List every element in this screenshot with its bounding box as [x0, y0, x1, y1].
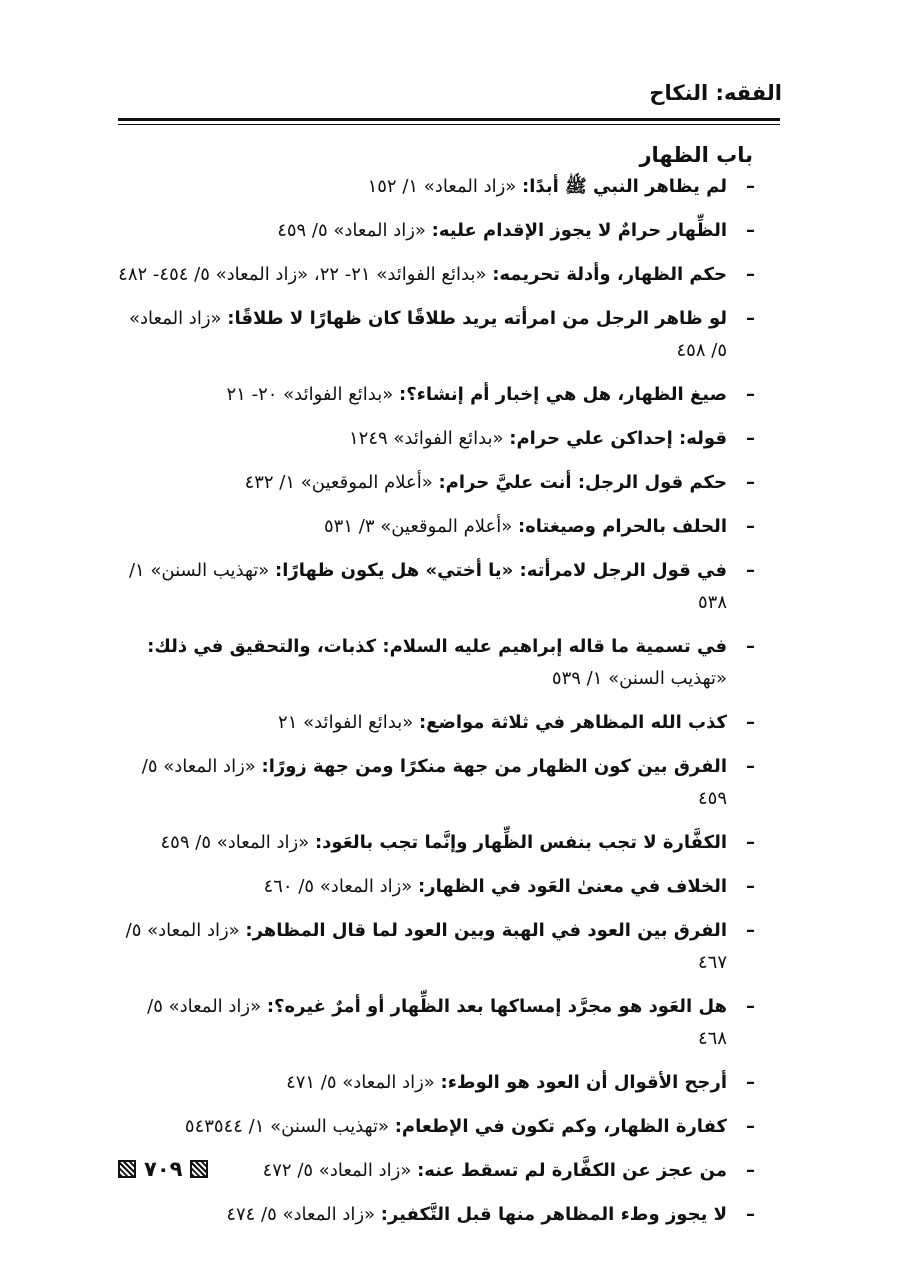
- entry-heading: حكم الظهار، وأدلة تحريمه:: [492, 264, 727, 285]
- entry-dash: –: [746, 1160, 755, 1181]
- index-entry: [116, 555, 755, 619]
- index-entry: [116, 423, 755, 455]
- entry-dash: –: [746, 384, 755, 405]
- entry-dash: –: [746, 996, 755, 1017]
- ornament-left-icon: [118, 1160, 136, 1178]
- entry-dash: –: [746, 1204, 755, 1225]
- section-title: باب الظهار: [639, 143, 753, 167]
- header-rule-thin: [118, 124, 780, 125]
- entry-reference: «أعلام الموقعين» ١/ ٤٣٢: [244, 472, 439, 493]
- entry-heading: لم يظاهر النبي ﷺ أبدًا:: [522, 176, 727, 197]
- index-entry: [116, 1067, 755, 1099]
- entry-dash: –: [746, 472, 755, 493]
- entry-reference: «زاد المعاد» ٥/ ٤٧٢: [262, 1160, 418, 1181]
- entry-reference: «زاد المعاد» ٥/ ٤٦٠: [263, 876, 419, 897]
- index-entry: [116, 1155, 755, 1187]
- entry-reference: «زاد المعاد» ٥/ ٤٦٨: [147, 996, 727, 1049]
- index-entry: [116, 1111, 755, 1143]
- entry-reference: «زاد المعاد» ٥/ ٤٧٤: [226, 1204, 381, 1225]
- entry-reference: «تهذيب السنن» ١/ ٥٣٩: [551, 668, 727, 689]
- ornament-right-icon: [190, 1160, 208, 1178]
- entry-heading: الكفَّارة لا تجب بنفس الظِّهار وإنَّما تجب بالعَود:: [314, 832, 727, 853]
- page-number: ٧٠٩: [144, 1157, 183, 1181]
- entry-dash: –: [746, 1116, 755, 1137]
- index-entry: [116, 379, 755, 411]
- index-entry: [116, 631, 755, 695]
- entry-dash: –: [746, 756, 755, 777]
- index-entry: [116, 259, 755, 291]
- entry-reference: «زاد المعاد» ٥/ ٤٥٩: [277, 220, 432, 241]
- entry-heading: كذب الله المظاهر في ثلاثة مواضع:: [418, 712, 727, 733]
- entry-reference: «زاد المعاد» ٥/ ٤٦٧: [125, 920, 727, 973]
- index-entry: [116, 871, 755, 903]
- index-entry: [116, 707, 755, 739]
- index-entry: [116, 751, 755, 815]
- entry-dash: –: [746, 636, 755, 657]
- entry-dash: –: [746, 560, 755, 581]
- entry-heading: هل العَود هو مجرَّد إمساكها بعد الظِّهار أو أمرٌ غيره؟:: [266, 996, 727, 1017]
- index-entry: [116, 171, 755, 203]
- entry-heading: الظِّهار حرامٌ لا يجوز الإقدام عليه:: [431, 220, 727, 241]
- entry-reference: «تهذيب السنن» ١/ ٥٤٣٥٤٤: [184, 1116, 395, 1137]
- entry-heading: في قول الرجل لامرأته: «يا أختي» هل يكون ظهارًا:: [275, 560, 727, 581]
- entry-dash: –: [746, 264, 755, 285]
- entry-reference: «بدائع الفوائد» ٢١: [278, 712, 419, 733]
- entry-dash: –: [746, 876, 755, 897]
- entry-dash: –: [746, 176, 755, 197]
- entry-dash: –: [746, 428, 755, 449]
- entry-reference: «زاد المعاد» ٥/ ٤٧١: [286, 1072, 441, 1093]
- header-rule-thick: [118, 118, 780, 121]
- entry-heading: الخلاف في معنىٰ العَود في الظهار:: [418, 876, 727, 897]
- index-entry: [116, 915, 755, 979]
- entry-reference: «زاد المعاد» ٥/ ٤٥٨: [129, 308, 727, 361]
- index-entry: [116, 467, 755, 499]
- entry-dash: –: [746, 1072, 755, 1093]
- entry-heading: في تسمية ما قاله إبراهيم عليه السلام: كذبات، والتحقيق في ذلك:: [147, 636, 727, 657]
- entry-heading: الحلف بالحرام وصيغتاه:: [517, 516, 727, 537]
- entry-heading: صيغ الظهار، هل هي إخبار أم إنشاء؟:: [399, 384, 727, 405]
- entry-dash: –: [746, 920, 755, 941]
- index-entry: [116, 827, 755, 859]
- entry-reference: «زاد المعاد» ١/ ١٥٢: [367, 176, 523, 197]
- index-entry: [116, 511, 755, 543]
- entry-heading: من عجز عن الكفَّارة لم تسقط عنه:: [417, 1160, 727, 1181]
- index-entry: [116, 215, 755, 247]
- entry-heading: أرجح الأقوال أن العود هو الوطء:: [440, 1072, 727, 1093]
- entry-reference: «أعلام الموقعين» ٣/ ٥٣١: [324, 516, 518, 537]
- entry-heading: حكم قول الرجل: أنت عليَّ حرام:: [438, 472, 727, 493]
- running-header: الفقه: النكاح: [649, 81, 782, 105]
- entry-reference: «بدائع الفوائد» ١٢٤٩: [349, 428, 510, 449]
- entry-heading: الفرق بين العود في الهبة وبين العود لما قال المظاهر:: [245, 920, 727, 941]
- page-footer: [118, 1156, 208, 1182]
- entry-heading: كفارة الظهار، وكم تكون في الإطعام:: [394, 1116, 727, 1137]
- entry-dash: –: [746, 220, 755, 241]
- entry-reference: «بدائع الفوائد» ٢٠- ٢١: [226, 384, 399, 405]
- entry-dash: –: [746, 308, 755, 329]
- entry-heading: لو ظاهر الرجل من امرأته يريد طلاقًا كان ظهارًا لا طلاقًا:: [227, 308, 727, 329]
- index-entry: [116, 991, 755, 1055]
- entry-dash: –: [746, 516, 755, 537]
- entry-reference: «زاد المعاد» ٥/ ٤٥٩: [141, 756, 727, 809]
- index-entry: [116, 303, 755, 367]
- index-entry-list: [116, 171, 755, 1243]
- entry-heading: الفرق بين كون الظهار من جهة منكرًا ومن جهة زورًا:: [261, 756, 727, 777]
- entry-dash: –: [746, 832, 755, 853]
- entry-reference: «تهذيب السنن» ١/ ٥٣٨: [128, 560, 727, 613]
- entry-dash: –: [746, 712, 755, 733]
- entry-reference: «بدائع الفوائد» ٢١- ٢٢، «زاد المعاد» ٥/ ٤٥٤- ٤٨٢: [118, 264, 493, 285]
- entry-heading: قوله: إحداكن علي حرام:: [509, 428, 727, 449]
- index-entry: [116, 1199, 755, 1231]
- entry-reference: «زاد المعاد» ٥/ ٤٥٩: [160, 832, 315, 853]
- entry-heading: لا يجوز وطء المظاهر منها قبل التَّكفير:: [380, 1204, 727, 1225]
